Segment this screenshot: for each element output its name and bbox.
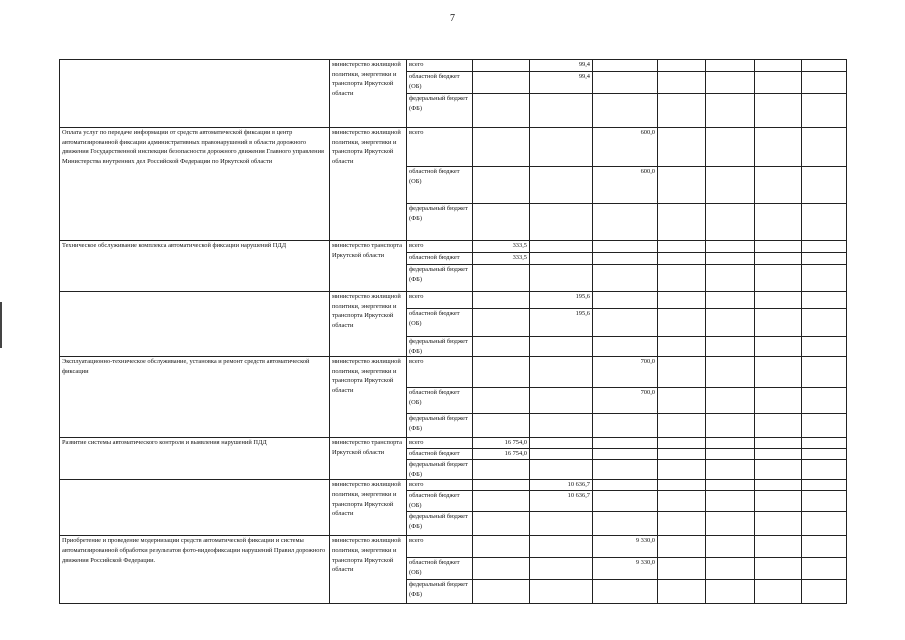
amount-cell <box>706 204 755 241</box>
amount-cell <box>473 265 530 292</box>
funding-source-cell: областной бюджет (ОБ) <box>407 491 473 512</box>
funding-source-cell: федеральный бюджет (ФБ) <box>407 460 473 480</box>
funding-source-cell: областной бюджет (ОБ) <box>407 309 473 337</box>
amount-cell <box>755 438 802 449</box>
amount-cell <box>706 558 755 580</box>
amount-cell <box>530 357 593 388</box>
amount-cell <box>802 388 847 414</box>
activity-cell: Эксплуатационно-техническое обслуживание, установка и ремонт средств автоматической фиксации <box>60 357 330 438</box>
amount-cell <box>755 60 802 72</box>
amount-cell <box>802 580 847 604</box>
amount-cell <box>755 357 802 388</box>
amount-cell <box>530 580 593 604</box>
amount-cell <box>473 491 530 512</box>
funding-source-cell: федеральный бюджет (ФБ) <box>407 94 473 128</box>
amount-cell <box>755 449 802 460</box>
amount-cell <box>802 480 847 491</box>
amount-cell <box>755 292 802 309</box>
amount-cell <box>530 94 593 128</box>
amount-cell <box>473 60 530 72</box>
amount-cell <box>802 60 847 72</box>
budget-table <box>59 59 847 604</box>
amount-cell: 700,0 <box>593 357 658 388</box>
amount-cell <box>473 580 530 604</box>
funding-source-cell: федеральный бюджет (ФБ) <box>407 265 473 292</box>
funding-source-cell: областной бюджет (ОБ) <box>407 388 473 414</box>
amount-cell <box>530 558 593 580</box>
amount-cell <box>802 512 847 536</box>
amount-cell <box>755 128 802 167</box>
amount-cell <box>802 253 847 265</box>
amount-cell <box>473 357 530 388</box>
amount-cell <box>755 265 802 292</box>
amount-cell <box>473 309 530 337</box>
amount-cell <box>755 167 802 204</box>
amount-cell <box>755 460 802 480</box>
amount-cell <box>658 438 706 449</box>
amount-cell <box>658 60 706 72</box>
amount-cell <box>473 94 530 128</box>
amount-cell <box>755 241 802 253</box>
amount-cell <box>473 292 530 309</box>
amount-cell <box>706 491 755 512</box>
amount-cell <box>755 253 802 265</box>
amount-cell <box>658 357 706 388</box>
amount-cell <box>802 357 847 388</box>
amount-cell <box>706 388 755 414</box>
activity-cell: Техническое обслуживание комплекса автоматической фиксации нарушений ПДД <box>60 241 330 292</box>
amount-cell <box>755 94 802 128</box>
amount-cell <box>530 265 593 292</box>
amount-cell <box>530 204 593 241</box>
table-row <box>60 60 847 72</box>
amount-cell <box>473 536 530 558</box>
funding-source-cell: областной бюджет (ОБ) <box>407 558 473 580</box>
amount-cell <box>755 491 802 512</box>
executor-cell: министерство жилищной политики, энергетики и транспорта Иркутской области <box>330 357 407 438</box>
amount-cell <box>706 357 755 388</box>
amount-cell <box>593 414 658 438</box>
amount-cell <box>530 536 593 558</box>
amount-cell <box>658 94 706 128</box>
amount-cell <box>706 580 755 604</box>
amount-cell <box>658 253 706 265</box>
executor-cell: министерство жилищной политики, энергетики и транспорта Иркутской области <box>330 60 407 128</box>
funding-source-cell: всего <box>407 128 473 167</box>
amount-cell <box>658 580 706 604</box>
amount-cell <box>802 167 847 204</box>
amount-cell <box>658 414 706 438</box>
amount-cell <box>473 167 530 204</box>
amount-cell <box>706 438 755 449</box>
amount-cell <box>802 558 847 580</box>
amount-cell <box>706 512 755 536</box>
amount-cell: 195,6 <box>530 309 593 337</box>
amount-cell <box>593 480 658 491</box>
amount-cell <box>473 414 530 438</box>
amount-cell <box>755 72 802 94</box>
amount-cell <box>802 94 847 128</box>
funding-source-cell: областной бюджет <box>407 253 473 265</box>
amount-cell <box>706 337 755 357</box>
page-number: 7 <box>450 13 455 24</box>
table-row <box>60 536 847 558</box>
amount-cell <box>755 558 802 580</box>
amount-cell <box>706 292 755 309</box>
amount-cell <box>658 167 706 204</box>
amount-cell <box>706 449 755 460</box>
amount-cell: 333,5 <box>473 253 530 265</box>
amount-cell <box>473 337 530 357</box>
amount-cell <box>755 204 802 241</box>
amount-cell <box>658 241 706 253</box>
amount-cell <box>593 449 658 460</box>
amount-cell <box>706 265 755 292</box>
amount-cell <box>530 337 593 357</box>
amount-cell: 99,4 <box>530 72 593 94</box>
amount-cell <box>802 536 847 558</box>
amount-cell <box>593 512 658 536</box>
amount-cell <box>706 536 755 558</box>
scan-edge-mark <box>0 302 2 348</box>
amount-cell <box>658 460 706 480</box>
amount-cell <box>658 558 706 580</box>
amount-cell: 9 330,0 <box>593 558 658 580</box>
amount-cell: 10 636,7 <box>530 480 593 491</box>
amount-cell <box>755 512 802 536</box>
funding-source-cell: областной бюджет <box>407 449 473 460</box>
activity-cell: Развитие системы автоматического контроля и выявления нарушений ПДД <box>60 438 330 480</box>
amount-cell: 99,4 <box>530 60 593 72</box>
executor-cell: министерство транспорта Иркутской области <box>330 438 407 480</box>
funding-source-cell: всего <box>407 536 473 558</box>
executor-cell: министерство жилищной политики, энергетики и транспорта Иркутской области <box>330 128 407 241</box>
amount-cell <box>593 580 658 604</box>
table-row <box>60 128 847 167</box>
amount-cell <box>658 265 706 292</box>
amount-cell <box>802 241 847 253</box>
amount-cell <box>755 414 802 438</box>
table-row <box>60 292 847 309</box>
amount-cell <box>658 536 706 558</box>
funding-source-cell: всего <box>407 438 473 449</box>
amount-cell <box>473 512 530 536</box>
amount-cell <box>755 309 802 337</box>
amount-cell <box>755 580 802 604</box>
amount-cell <box>530 167 593 204</box>
amount-cell <box>706 241 755 253</box>
amount-cell <box>658 388 706 414</box>
amount-cell <box>802 72 847 94</box>
funding-source-cell: федеральный бюджет (ФБ) <box>407 204 473 241</box>
amount-cell <box>802 128 847 167</box>
amount-cell <box>755 480 802 491</box>
amount-cell <box>530 512 593 536</box>
executor-cell: министерство транспорта Иркутской области <box>330 241 407 292</box>
funding-source-cell: федеральный бюджет (ФБ) <box>407 580 473 604</box>
amount-cell <box>530 128 593 167</box>
amount-cell <box>706 60 755 72</box>
amount-cell <box>530 438 593 449</box>
amount-cell <box>593 309 658 337</box>
amount-cell <box>755 337 802 357</box>
amount-cell <box>473 480 530 491</box>
amount-cell <box>755 388 802 414</box>
table-row <box>60 357 847 388</box>
funding-source-cell: федеральный бюджет (ФБ) <box>407 512 473 536</box>
amount-cell <box>473 204 530 241</box>
amount-cell <box>658 204 706 241</box>
amount-cell <box>593 72 658 94</box>
amount-cell <box>593 204 658 241</box>
amount-cell: 10 636,7 <box>530 491 593 512</box>
amount-cell <box>593 460 658 480</box>
amount-cell <box>658 309 706 337</box>
amount-cell <box>802 265 847 292</box>
funding-source-cell: всего <box>407 60 473 72</box>
amount-cell <box>802 414 847 438</box>
funding-source-cell: всего <box>407 480 473 491</box>
amount-cell: 333,5 <box>473 241 530 253</box>
activity-cell <box>60 480 330 536</box>
amount-cell <box>802 337 847 357</box>
table-row <box>60 241 847 253</box>
amount-cell <box>593 265 658 292</box>
amount-cell <box>658 449 706 460</box>
executor-cell: министерство жилищной политики, энергетики и транспорта Иркутской области <box>330 292 407 357</box>
amount-cell <box>530 414 593 438</box>
amount-cell <box>706 480 755 491</box>
amount-cell <box>593 94 658 128</box>
amount-cell <box>706 128 755 167</box>
funding-source-cell: областной бюджет (ОБ) <box>407 72 473 94</box>
amount-cell <box>593 337 658 357</box>
amount-cell <box>593 438 658 449</box>
amount-cell: 16 754,0 <box>473 449 530 460</box>
amount-cell <box>802 449 847 460</box>
amount-cell <box>706 94 755 128</box>
amount-cell <box>706 460 755 480</box>
amount-cell <box>706 414 755 438</box>
amount-cell <box>658 72 706 94</box>
amount-cell <box>473 128 530 167</box>
amount-cell <box>658 292 706 309</box>
amount-cell <box>802 292 847 309</box>
amount-cell <box>530 449 593 460</box>
amount-cell: 600,0 <box>593 128 658 167</box>
amount-cell <box>755 536 802 558</box>
amount-cell <box>706 309 755 337</box>
amount-cell <box>473 388 530 414</box>
funding-source-cell: всего <box>407 292 473 309</box>
activity-cell <box>60 60 330 128</box>
amount-cell <box>802 438 847 449</box>
amount-cell <box>706 72 755 94</box>
table-row <box>60 480 847 491</box>
amount-cell <box>802 491 847 512</box>
amount-cell <box>658 512 706 536</box>
amount-cell <box>593 241 658 253</box>
amount-cell <box>593 60 658 72</box>
amount-cell: 9 330,0 <box>593 536 658 558</box>
funding-source-cell: федеральный бюджет (ФБ) <box>407 414 473 438</box>
amount-cell <box>530 388 593 414</box>
amount-cell <box>802 204 847 241</box>
activity-cell <box>60 292 330 357</box>
amount-cell: 700,0 <box>593 388 658 414</box>
amount-cell <box>658 128 706 167</box>
amount-cell <box>473 72 530 94</box>
executor-cell: министерство жилищной политики, энергетики и транспорта Иркутской области <box>330 536 407 604</box>
activity-cell: Приобретение и проведение модернизации средств автоматической фиксации и системы автоматизированной обработки результатов фото-видеофиксации нарушений Правил дорожного движения Российской Федерации. <box>60 536 330 604</box>
amount-cell <box>658 491 706 512</box>
amount-cell <box>593 292 658 309</box>
funding-source-cell: всего <box>407 357 473 388</box>
funding-source-cell: федеральный бюджет (ФБ) <box>407 337 473 357</box>
funding-source-cell: областной бюджет (ОБ) <box>407 167 473 204</box>
amount-cell <box>473 460 530 480</box>
funding-source-cell: всего <box>407 241 473 253</box>
amount-cell <box>802 460 847 480</box>
activity-cell: Оплата услуг по передаче информации от средств автоматической фиксации в центр автоматизированной фиксации административных правонарушений в области дорожного движения Государственной инспекции безопасности дорожного движения Главного управления Министерства внутренних дел Российской Федерации по Иркутской области <box>60 128 330 241</box>
executor-cell: министерство жилищной политики, энергетики и транспорта Иркутской области <box>330 480 407 536</box>
amount-cell <box>658 337 706 357</box>
amount-cell: 16 754,0 <box>473 438 530 449</box>
amount-cell <box>593 253 658 265</box>
amount-cell <box>593 491 658 512</box>
amount-cell <box>530 241 593 253</box>
amount-cell <box>706 253 755 265</box>
amount-cell <box>473 558 530 580</box>
amount-cell: 600,0 <box>593 167 658 204</box>
amount-cell <box>802 309 847 337</box>
amount-cell <box>530 253 593 265</box>
amount-cell <box>706 167 755 204</box>
amount-cell: 195,6 <box>530 292 593 309</box>
table-row <box>60 438 847 449</box>
amount-cell <box>658 480 706 491</box>
amount-cell <box>530 460 593 480</box>
